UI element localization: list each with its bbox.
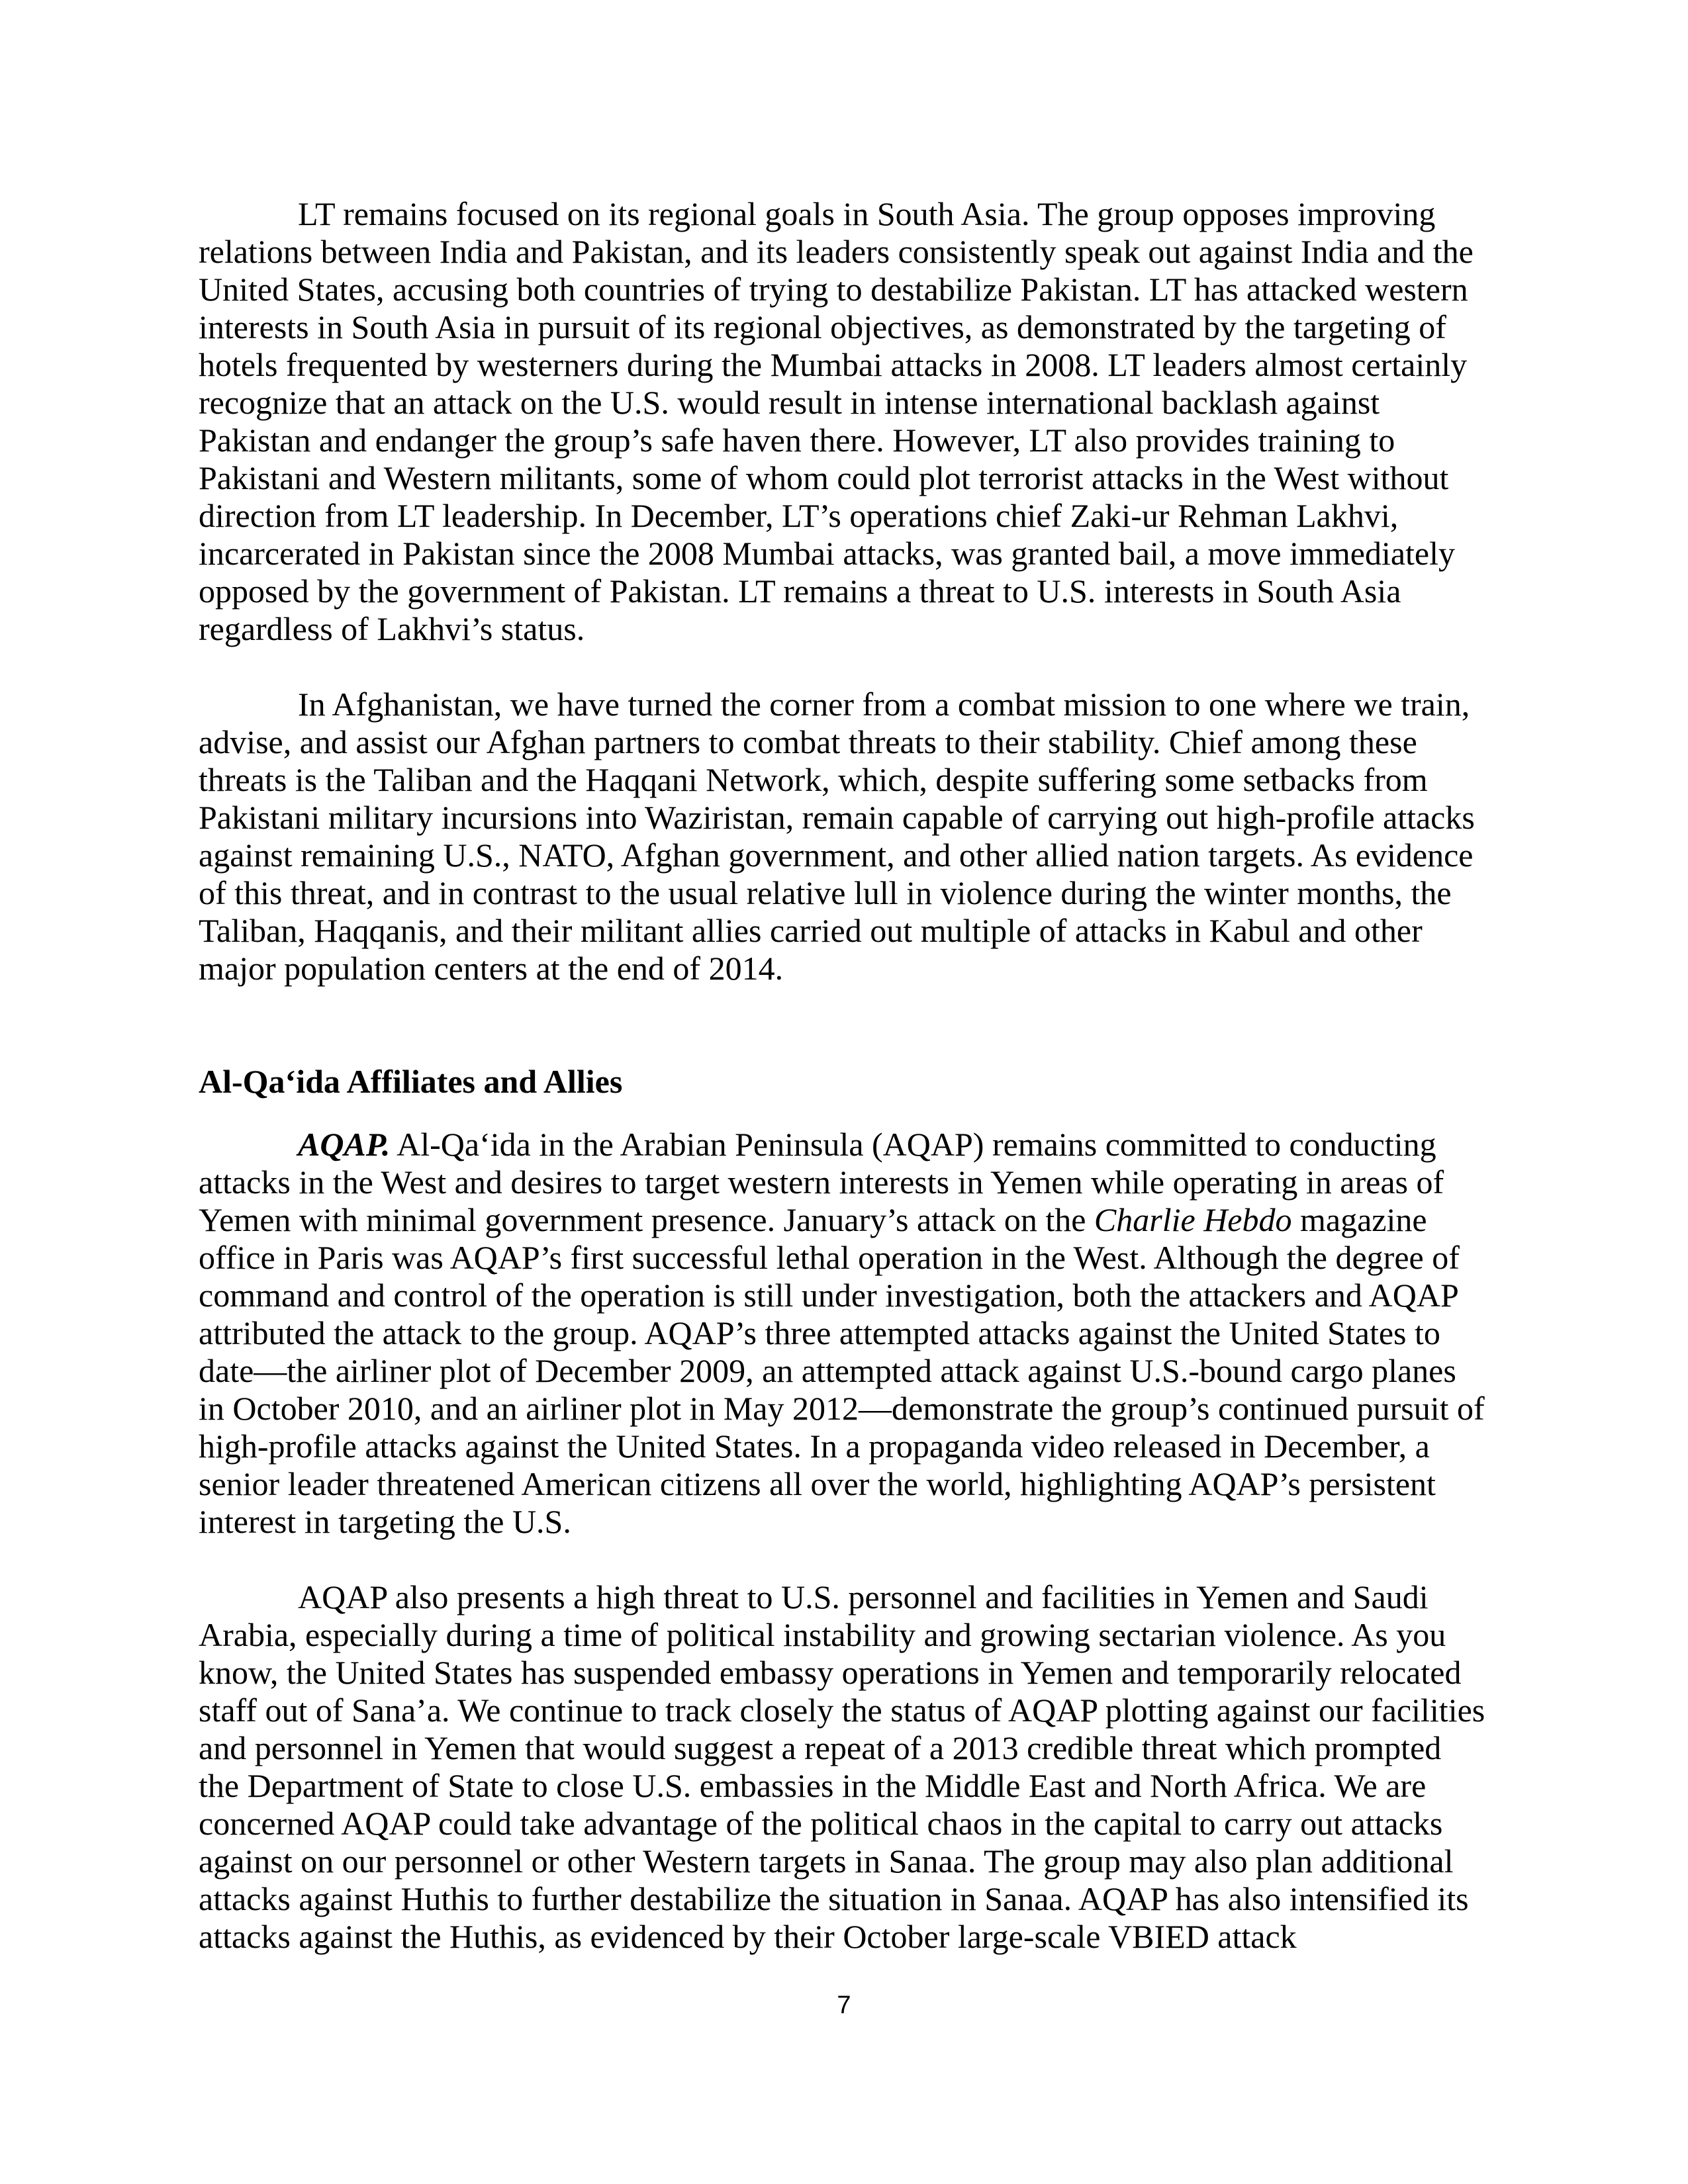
paragraph-aqap xyxy=(199,1126,1489,1541)
aqap-text-part-1: Al-Qa‘ida in the Arabian Peninsula (AQAP) remains committed to conducting attacks in the West and desires to target western interests in Yemen while operating in areas of Yemen with minimal government presence. January’s attack on the xyxy=(199,1126,1444,1238)
charlie-hebdo-title: Charlie Hebdo xyxy=(1094,1201,1292,1238)
document-page xyxy=(199,195,1489,1956)
paragraph-aqap-threat-yemen: AQAP also presents a high threat to U.S. personnel and facilities in Yemen and Saudi Arabia, especially during a time of political instability and growing sectarian violence. As you know, the United States has suspended embassy operations in Yemen and temporarily relocated staff out of Sana’a. We continue to track closely the status of AQAP plotting against our facilities and personnel in Yemen that would suggest a repeat of a 2013 credible threat which prompted the Department of State to close U.S. embassies in the Middle East and North Africa. We are concerned AQAP could take advantage of the political chaos in the capital to carry out attacks against on our personnel or other Western targets in Sanaa. The group may also plan additional attacks against Huthis to further destabilize the situation in Sanaa. AQAP has also intensified its attacks against the Huthis, as evidenced by their October large-scale VBIED attack xyxy=(199,1578,1485,1955)
section-heading: Al-Qa‘ida Affiliates and Allies xyxy=(199,1063,623,1100)
page-number: 7 xyxy=(837,1991,851,2019)
paragraph-afghanistan: In Afghanistan, we have turned the corner from a combat mission to one where we train, advise, and assist our Afghan partners to combat threats to their stability. Chief among these threats is the Taliban and the Haqqani Network, which, despite suffering some setbacks from Pakistani military incursions into Waziristan, remain capable of carrying out high-profile attacks against remaining U.S., NATO, Afghan government, and other allied nation targets. As evidence of this threat, and in contrast to the usual relative lull in violence during the winter months, the Taliban, Haqqanis, and their militant allies carried out multiple of attacks in Kabul and other major population centers at the end of 2014. xyxy=(199,686,1475,987)
aqap-text-part-2: magazine office in Paris was AQAP’s first successful lethal operation in the West. Although the degree of command and control of the operation is still under investigation, both the attackers and AQAP attributed the attack to the group. AQAP’s three attempted attacks against the United States to date—the airliner plot of December 2009, an attempted attack against U.S.-bound cargo planes in October 2010, and an airliner plot in May 2012—demonstrate the group’s continued pursuit of high-profile attacks against the United States. In a propaganda video released in December, a senior leader threatened American citizens all over the world, highlighting AQAP’s persistent interest in targeting the U.S. xyxy=(199,1201,1485,1540)
paragraph-lt-regional-goals: LT remains focused on its regional goals in South Asia. The group opposes improving relations between India and Pakistan, and its leaders consistently speak out against India and the United States, accusing both countries of trying to destabilize Pakistan. LT has attacked western interests in South Asia in pursuit of its regional objectives, as demonstrated by the targeting of hotels frequented by westerners during the Mumbai attacks in 2008. LT leaders almost certainly recognize that an attack on the U.S. would result in intense international backlash against Pakistan and endanger the group’s safe haven there. However, LT also provides training to Pakistani and Western militants, some of whom could plot terrorist attacks in the West without direction from LT leadership. In December, LT’s operations chief Zaki-ur Rehman Lakhvi, incarcerated in Pakistan since the 2008 Mumbai attacks, was granted bail, a move immediately opposed by the government of Pakistan. LT remains a threat to U.S. interests in South Asia regardless of Lakhvi’s status. xyxy=(199,195,1474,647)
aqap-lead-label: AQAP. xyxy=(298,1126,391,1163)
